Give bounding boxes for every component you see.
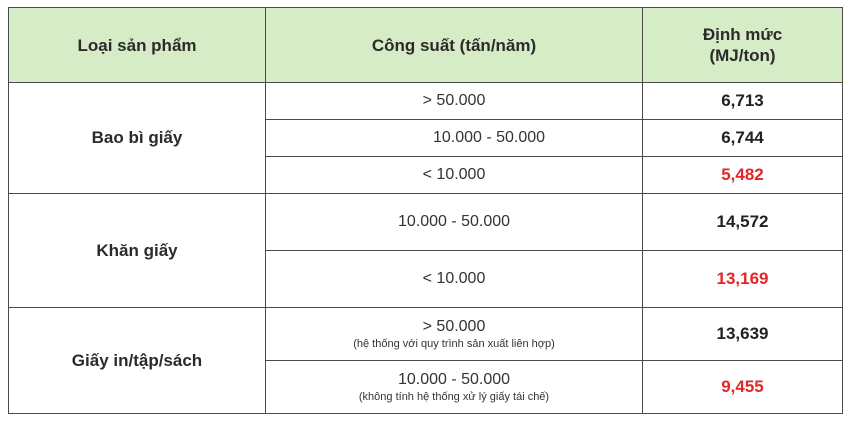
category-cell-printing-paper: Giấy in/tập/sách (9, 308, 266, 414)
capacity-cell: < 10.000 (266, 157, 643, 194)
category-cell-tissue-paper: Khăn giấy (9, 194, 266, 308)
norm-value-cell-highlighted: 5,482 (643, 157, 843, 194)
header-product-type: Loại sản phẩm (9, 8, 266, 83)
table-header-row (9, 8, 843, 83)
header-norm-line1: Định mức (702, 25, 783, 44)
header-capacity: Công suất (tấn/năm) (266, 8, 643, 83)
capacity-cell: 10.000 - 50.000 (266, 120, 643, 157)
norm-value-cell: 6,713 (643, 83, 843, 120)
capacity-cell (266, 361, 643, 414)
capacity-range: > 50.000 (422, 318, 486, 335)
capacity-cell: 10.000 - 50.000 (266, 194, 643, 251)
norm-value-cell: 6,744 (643, 120, 843, 157)
energy-norm-table (8, 7, 843, 414)
header-norm (643, 8, 843, 83)
capacity-cell (266, 308, 643, 361)
header-norm-line2: (MJ/ton) (709, 46, 776, 65)
table-row (9, 194, 843, 251)
category-cell-packaging-paper: Bao bì giấy (9, 83, 266, 194)
norm-value-cell-highlighted: 13,169 (643, 251, 843, 308)
table-row (9, 308, 843, 361)
capacity-cell: > 50.000 (266, 83, 643, 120)
table-row (9, 83, 843, 120)
capacity-range: 10.000 - 50.000 (397, 371, 511, 388)
capacity-cell: < 10.000 (266, 251, 643, 308)
capacity-note: (không tính hệ thống xử lý giấy tái chế) (358, 391, 550, 403)
norm-value-cell: 13,639 (643, 308, 843, 361)
energy-norm-table-container (8, 7, 843, 414)
norm-value-cell: 14,572 (643, 194, 843, 251)
norm-value-cell-highlighted: 9,455 (643, 361, 843, 414)
capacity-note: (hệ thống với quy trình sản xuất liên hợp) (353, 338, 555, 350)
